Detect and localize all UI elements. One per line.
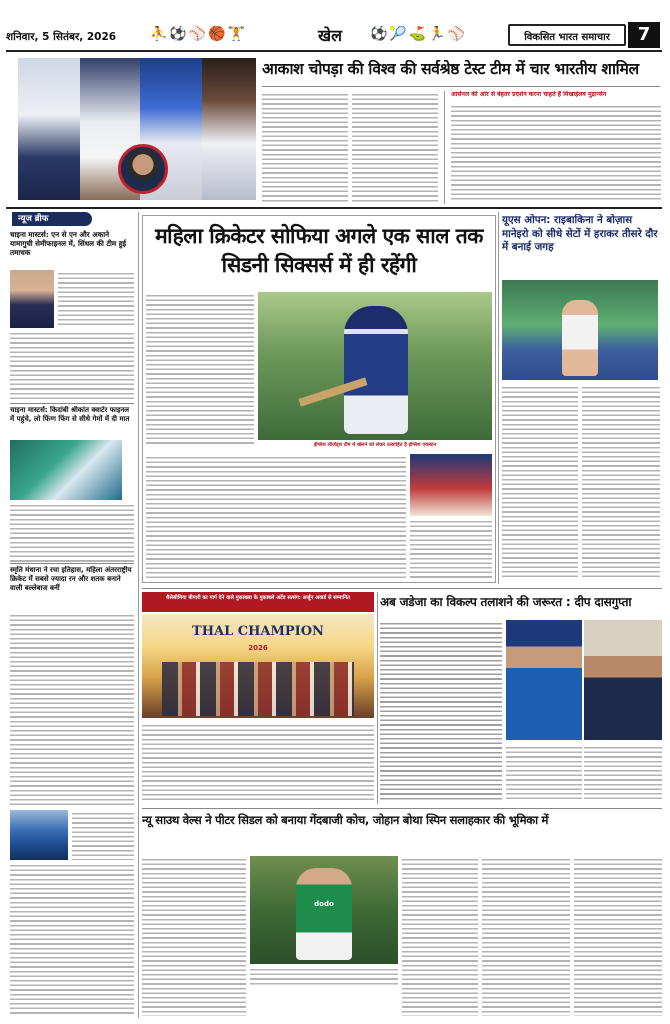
right-story-body-col2 [582, 384, 660, 580]
jadeja-divider [377, 592, 378, 804]
bottom-story-photo [250, 856, 398, 964]
news-brief-label [12, 212, 92, 226]
bottom-story-body-col4 [482, 856, 570, 1016]
masthead-rule [6, 50, 662, 52]
brief-2-body [10, 502, 134, 562]
brief-1-photo [10, 270, 54, 328]
bottom-story-body-col1 [142, 856, 246, 1016]
brief-1-body-b [10, 330, 134, 402]
player-photo-4 [202, 58, 256, 200]
thal-story-banner [142, 592, 374, 612]
bowler-figure [296, 868, 352, 960]
masthead [0, 0, 670, 55]
news-brief-label-text: न्यूज ब्रीफ [18, 214, 49, 224]
thal-trophy-text: THAL CHAMPION [192, 624, 324, 639]
brief-3-body-c [10, 862, 134, 1016]
thal-story-banner-text: थैलेसीमिया बीमारी का मार्ग देने वाले मुकाबला के मुकाबले अटेंड सत्संग: अर्जुन अवार्ड से सम्मानित [166, 595, 350, 601]
sports-silhouettes-right: ⚽🎾⛳🏃⚾ [370, 26, 468, 42]
brief-1-body-a [58, 270, 134, 328]
brief-3-headline: स्मृति मंधाना ने रचा इतिहास, महिला अंतरराष्ट्रीय क्रिकेट में सबसे ज्यादा रन और शतक बनाने वाली बल्लेबाज बनीं [10, 566, 132, 592]
right-story-headline: यूएस ओपन: राइबाकिना ने बोज़ास मानेइरो को सीधे सेटों में हराकर तीसरे दौर में बनाई जगह [502, 214, 658, 253]
top-story-body-col1 [262, 91, 348, 203]
section-title: खेल [318, 26, 342, 45]
thal-people-group [162, 662, 354, 716]
main-story-headline: महिला क्रिकेटर सोफिया अगले एक साल तक सिडनी सिक्सर्स में ही रहेंगी [155, 224, 483, 277]
top-story-photo-collage [18, 58, 256, 200]
right-column-divider [498, 212, 499, 584]
thal-story-body [142, 722, 374, 802]
paper-name: विकसित भारत समाचार [524, 32, 610, 43]
bowler-jersey-text: dodo [314, 900, 334, 908]
top-right-box [444, 91, 662, 204]
left-column-divider [138, 212, 139, 1018]
middle-section-rule [142, 588, 662, 589]
right-story-photo [502, 280, 658, 380]
jadeja-body-col1 [506, 744, 582, 802]
jadeja-intro-lines [380, 620, 502, 802]
top-story-body-col2 [352, 91, 438, 203]
top-right-body [451, 103, 661, 201]
top-story-rule [262, 86, 660, 87]
brief-rule-1 [10, 403, 134, 404]
brief-2-photo [10, 440, 122, 500]
date-line: शनिवार, 5 सितंबर, 2026 [6, 31, 117, 43]
jadeja-body-col2 [584, 744, 662, 802]
brief-rule-2 [10, 563, 134, 564]
brief-2-headline: चाइना मास्टर्स: किदांबी श्रीकांत क्वार्टर फाइनल में पहुंचे, लो फिंग्ग फिंग से सीधे गेमों में दी मात [10, 406, 130, 423]
jadeja-intro-box [380, 620, 502, 802]
top-right-headline: आर्सेनल की ओर से बेहतर प्रदर्शन करना चाहते हैं मिखाईलव मुद्रान्सेन [451, 91, 607, 98]
bottom-story-headline: न्यू साउथ वेल्स ने पीटर सिडल को बनाया गेंदबाजी कोच, जोहान बोथा स्पिन सलाहकार की भूमिका में [142, 813, 549, 827]
top-section-rule [6, 207, 662, 209]
top-story-headline: आकाश चोपड़ा की विश्व की सर्वश्रेष्ठ टेस्ट टीम में चार भारतीय शामिल [262, 60, 639, 78]
jadeja-photo-2 [584, 620, 662, 740]
bottom-story-body-col3 [402, 856, 478, 1016]
brief-3-body-a [10, 612, 134, 808]
page-number: 7 [628, 22, 660, 48]
bottom-story-caption-lines [250, 966, 398, 986]
thal-story-photo [142, 614, 374, 718]
main-story-photo-caption: इंग्लिश लीजेंड्स टीम में खेलने को लेकर उत्साहित है इंग्लिश एकस्टन [313, 442, 437, 448]
player-photo-1 [18, 58, 80, 200]
thal-trophy-year: 2026 [248, 644, 268, 652]
jadeja-photo-1 [506, 620, 582, 740]
bottom-story-body-col5 [574, 856, 662, 1016]
tennis-player-figure [562, 300, 598, 376]
jadeja-story-headline: अब जडेजा का विकल्प तलाशने की जरूरत : दीप दासगुप्ता [380, 595, 632, 609]
sports-silhouettes-left: ⛹⚽⚾🏀🏋 [150, 26, 248, 42]
lower-section-rule [142, 808, 662, 809]
brief-3-body-b [72, 810, 134, 860]
brief-1-headline: चाइना मास्टर्स: एन से एन और अकाने यामागुची सेमीफाइनल में, सिंधल की टीम हुई तमाचक [10, 230, 127, 258]
right-story-body-col1 [502, 384, 578, 580]
brief-3-photo [10, 810, 68, 860]
commentator-inset-photo [118, 144, 168, 194]
paper-name-badge [508, 24, 626, 46]
main-story-box-border [142, 215, 496, 583]
